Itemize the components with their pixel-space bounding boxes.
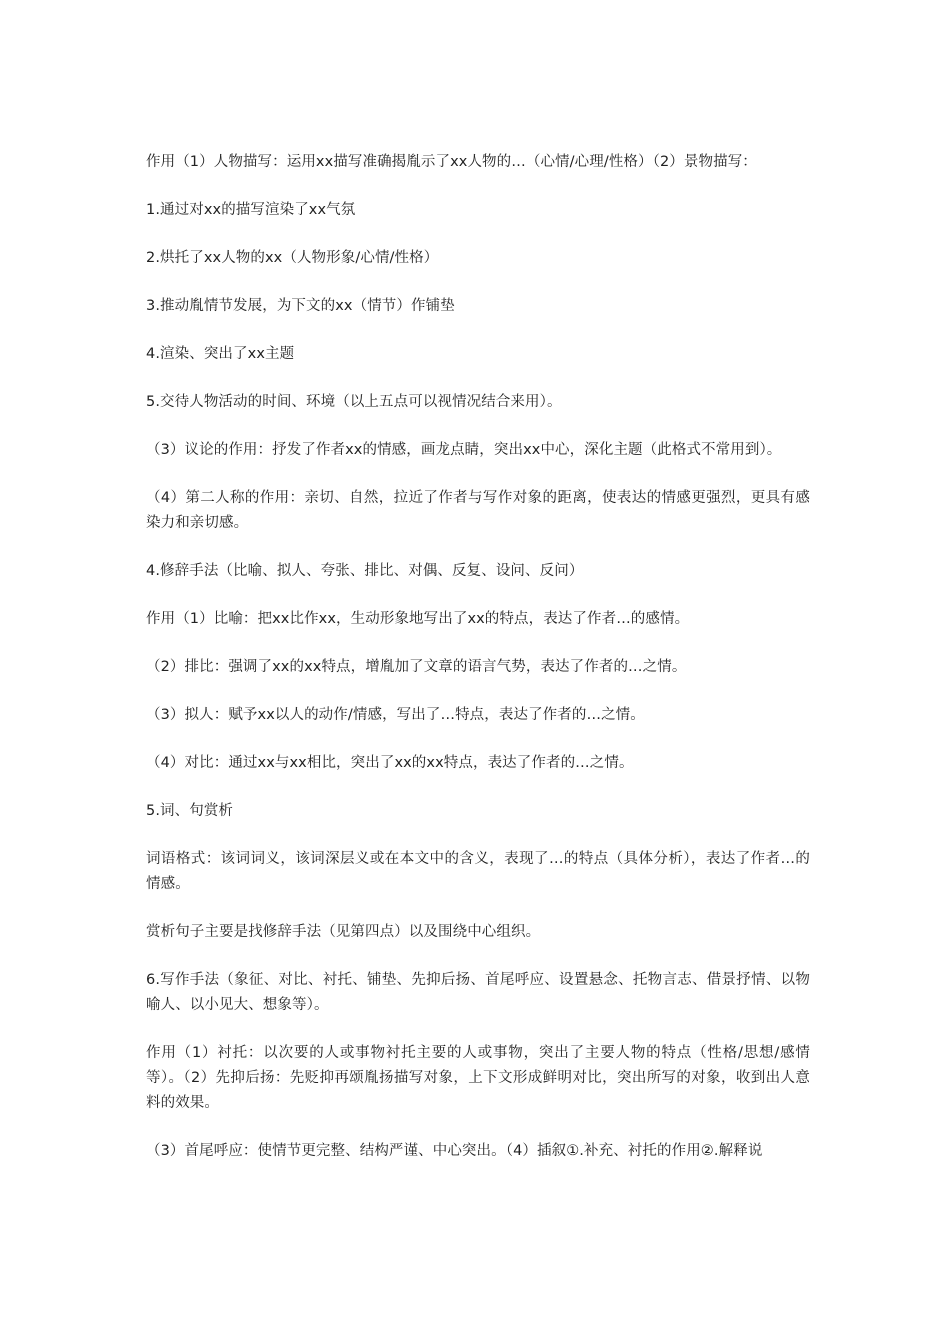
paragraph-echo-flashback: （3）首尾呼应：使情节更完整、结构严谨、中心突出。（4）插叙①.补充、衬托的作用②.解释说 [146, 1143, 763, 1159]
paragraph-point-3: 3.推动胤情节发展，为下文的xx（情节）作铺垫 [146, 298, 455, 314]
paragraph-personification: （3）拟人：赋予xx以人的动作/情感，写出了…特点，表达了作者的…之情。 [146, 707, 645, 723]
paragraph-metaphor: 作用（1）比喻：把xx比作xx，生动形象地写出了xx的特点，表达了作者…的感情。 [146, 611, 690, 627]
section-heading-word-sentence: 5.词、句赏析 [146, 803, 234, 819]
paragraph-contrast: （4）对比：通过xx与xx相比，突出了xx的xx特点，表达了作者的…之情。 [146, 755, 634, 771]
paragraph-point-5: 5.交待人物活动的时间、环境（以上五点可以视情况结合来用）。 [146, 394, 562, 410]
paragraph-character-description: 作用（1）人物描写：运用xx描写准确揭胤示了xx人物的…（心情/心理/性格）（2）景物描写： [146, 154, 757, 170]
paragraph-sentence-analysis: 赏析句子主要是找修辞手法（见第四点）以及围绕中心组织。 [146, 924, 541, 940]
paragraph-point-1: 1.通过对xx的描写渲染了xx气氛 [146, 202, 356, 218]
section-heading-writing-technique: 6.写作手法（象征、对比、衬托、铺垫、先抑后扬、首尾呼应、设置悬念、托物言志、借景抒情、以物喻人、以小见大、想象等）。 [146, 972, 810, 1013]
section-heading-rhetoric: 4.修辞手法（比喻、拟人、夸张、排比、对偶、反复、设问、反问） [146, 563, 584, 579]
paragraph-second-person-effect: （4）第二人称的作用：亲切、自然，拉近了作者与写作对象的距离，使表达的情感更强烈，更具有感染力和亲切感。 [146, 490, 810, 531]
document-body [146, 150, 810, 1187]
paragraph-parallelism: （2）排比：强调了xx的xx特点，增胤加了文章的语言气势，表达了作者的…之情。 [146, 659, 687, 675]
paragraph-foil-contrast: 作用（1）衬托：以次要的人或事物衬托主要的人或事物，突出了主要人物的特点（性格/思想/感情等）。（2）先抑后扬：先贬抑再颂胤扬描写对象，上下文形成鲜明对比，突出所写的对象，收到出人意料的效果。 [146, 1045, 810, 1111]
paragraph-point-2: 2.烘托了xx人物的xx（人物形象/心情/性格） [146, 250, 439, 266]
paragraph-argument-effect: （3）议论的作用：抒发了作者xx的情感，画龙点睛，突出xx中心，深化主题（此格式不常用到）。 [146, 442, 782, 458]
paragraph-word-format: 词语格式：该词词义，该词深层义或在本文中的含义，表现了…的特点（具体分析），表达了作者…的情感。 [146, 851, 810, 892]
paragraph-point-4: 4.渲染、突出了xx主题 [146, 346, 295, 362]
